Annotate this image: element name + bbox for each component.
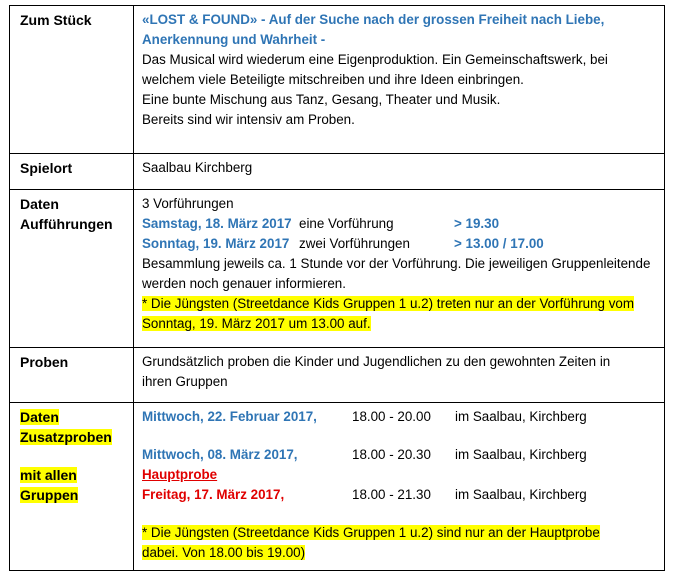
content-zum-stueck	[134, 6, 665, 154]
proben-line-2: ihren Gruppen	[142, 374, 228, 389]
label-zusatzproben	[10, 403, 134, 571]
show-date-2: Sonntag, 19. März 2017	[142, 236, 290, 251]
content-proben	[134, 348, 665, 403]
info-table	[9, 5, 665, 571]
row-zusatzproben	[10, 403, 665, 571]
probe-row-1	[142, 407, 656, 427]
proben-line-1: Grundsätzlich proben die Kinder und Jugendlichen zu den gewohnten Zeiten in	[142, 354, 611, 369]
auffuehrungen-highlight-1: * Die Jüngsten (Streetdance Kids Gruppen 1 u.2) treten nur an der Vorführung vom	[142, 296, 635, 311]
probe-time-3: 18.00 - 21.30	[352, 487, 431, 502]
content-zusatzproben	[134, 403, 665, 571]
row-auffuehrungen	[10, 190, 665, 348]
probe-row-2	[142, 445, 656, 465]
label-daten: Daten	[20, 196, 59, 212]
probe-row-3	[142, 485, 656, 505]
description-line-1: Das Musical wird wiederum eine Eigenproduktion. Ein Gemeinschaftswerk, bei	[142, 52, 608, 67]
probe-date-1: Mittwoch, 22. Februar 2017,	[142, 409, 317, 424]
label-proben: Proben	[10, 348, 134, 403]
description-line-3: Eine bunte Mischung aus Tanz, Gesang, Theater und Musik.	[142, 92, 501, 107]
show-desc-1: eine Vorführung	[299, 216, 394, 231]
show-time-2: > 13.00 / 17.00	[454, 236, 544, 251]
show-desc-2: zwei Vorführungen	[299, 236, 410, 251]
label-zusatzproben-text: Zusatzproben	[20, 429, 112, 445]
zusatz-highlight-2: dabei. Von 18.00 bis 19.00)	[142, 545, 306, 560]
probe-time-1: 18.00 - 20.00	[352, 409, 431, 424]
content-spielort	[134, 154, 665, 190]
label-auffuehrungen	[10, 190, 134, 348]
probe-time-2: 18.00 - 20.30	[352, 447, 431, 462]
row-spielort	[10, 154, 665, 190]
content-auffuehrungen	[134, 190, 665, 348]
description-line-2: welchem viele Beteiligte mitschreiben und ihre Ideen einbringen.	[142, 72, 524, 87]
label-gruppen: Gruppen	[20, 487, 79, 503]
probe-date-3: Freitag, 17. März 2017,	[142, 487, 285, 502]
show-date-1: Samstag, 18. März 2017	[142, 216, 292, 231]
show-time-1: > 19.30	[454, 216, 500, 231]
auffuehrungen-note-1: Besammlung jeweils ca. 1 Stunde vor der Vorführung. Die jeweiligen Gruppenleitende	[142, 256, 651, 271]
title-line-2: Anerkennung und Wahrheit -	[142, 32, 326, 47]
probe-date-2: Mittwoch, 08. März 2017,	[142, 447, 298, 462]
probe-place-3: im Saalbau, Kirchberg	[455, 487, 587, 502]
auffuehrungen-note-2: werden noch genauer informieren.	[142, 276, 346, 291]
label-mit-allen: mit allen	[20, 467, 77, 483]
description-line-4: Bereits sind wir intensiv am Proben.	[142, 112, 355, 127]
show-row-1	[142, 214, 656, 234]
label-zum-stueck: Zum Stück	[10, 6, 134, 154]
row-proben	[10, 348, 665, 403]
label-auffuehrungen-text: Aufführungen	[20, 216, 113, 232]
zusatz-highlight-1: * Die Jüngsten (Streetdance Kids Gruppen 1 u.2) sind nur an der Hauptprobe	[142, 525, 600, 540]
spielort-value: Saalbau Kirchberg	[142, 160, 253, 175]
title-line-1: «LOST & FOUND» - Auf der Suche nach der grossen Freiheit nach Liebe,	[142, 12, 605, 27]
label-zusatz-daten: Daten	[20, 409, 59, 425]
probe-place-2: im Saalbau, Kirchberg	[455, 447, 587, 462]
auffuehrungen-highlight-2: Sonntag, 19. März 2017 um 13.00 auf.	[142, 316, 371, 331]
hauptprobe-label: Hauptprobe	[142, 467, 218, 482]
probe-place-1: im Saalbau, Kirchberg	[455, 409, 587, 424]
label-spielort: Spielort	[10, 154, 134, 190]
row-zum-stueck	[10, 6, 665, 154]
show-row-2	[142, 234, 656, 254]
auffuehrungen-intro: 3 Vorführungen	[142, 196, 234, 211]
